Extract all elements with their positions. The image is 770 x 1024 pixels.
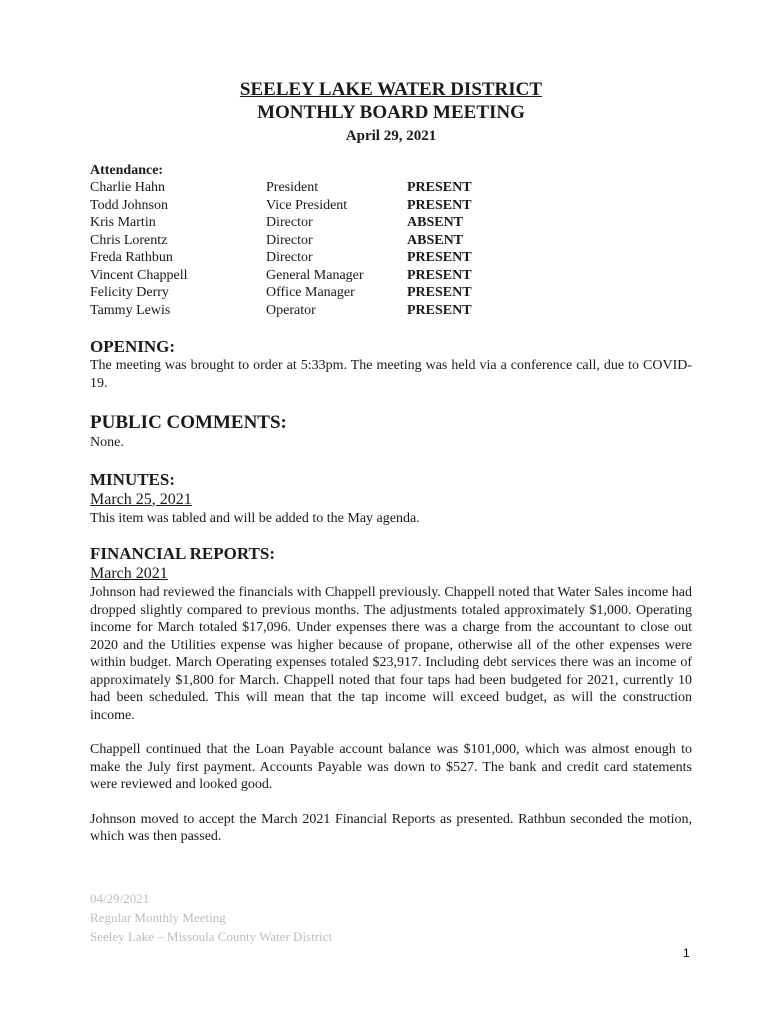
attendance-row (90, 302, 692, 320)
financial-paragraph-1: Johnson had reviewed the financials with Chappell previously. Chappell noted that Water Sales income had dropped slightly compared to previous months. The adjustments totaled approximately $1,000. Operating income for March totaled $17,096. Under expenses there was a charge from the accountant to close out 2020 and the Utilities expense was higher because of propane, otherwise all of the other expenses were within budget. March Operating expenses totaled $23,917. Including debt services there was an income of approximately $1,800 for March. Chappell noted that four taps had been budgeted for 2021, currently 10 had been scheduled. This will mean that the tap income will exceed budget, as will the construction income. (90, 585, 692, 723)
attendee-status: PRESENT (407, 250, 472, 265)
attendance-row (90, 197, 692, 215)
attendee-role: President (266, 180, 319, 195)
attendee-role: Director (266, 250, 313, 265)
attendee-name: Chris Lorentz (90, 232, 168, 248)
attendance-row (90, 267, 692, 285)
opening-heading: OPENING: (90, 337, 175, 356)
attendee-name: Felicity Derry (90, 285, 169, 300)
document-page (90, 78, 692, 846)
attendee-status: ABSENT (407, 232, 464, 248)
attendance-row (90, 214, 692, 232)
footer-meeting-type: Regular Monthly Meeting (90, 910, 226, 925)
meeting-title: MONTHLY BOARD MEETING (257, 102, 525, 123)
attendance-list (90, 179, 692, 319)
page-number: 1 (683, 946, 690, 960)
attendee-role: Office Manager (266, 285, 355, 300)
financial-subheading: March 2021 (90, 565, 168, 582)
footer-organization: Seeley Lake – Missoula County Water District (90, 929, 333, 944)
attendee-name: Todd Johnson (90, 197, 168, 213)
attendance-row (90, 249, 692, 267)
attendee-status: PRESENT (407, 285, 472, 300)
financial-paragraph-3: Johnson moved to accept the March 2021 Financial Reports as presented. Rathbun seconded the motion, which was then passed. (90, 811, 692, 844)
public-comments-text: None. (90, 435, 124, 450)
attendee-status: PRESENT (407, 267, 472, 283)
attendee-name: Kris Martin (90, 215, 156, 230)
opening-text: The meeting was brought to order at 5:33pm. The meeting was held via a conference call, due to COVID-19. (90, 358, 692, 391)
minutes-heading: MINUTES: (90, 469, 176, 489)
minutes-text: This item was tabled and will be added to the May agenda. (90, 510, 420, 526)
public-comments-heading: PUBLIC COMMENTS: (90, 412, 287, 433)
attendee-role: Operator (266, 302, 316, 318)
attendee-status: PRESENT (407, 180, 472, 195)
attendee-name: Charlie Hahn (90, 180, 166, 195)
attendee-name: Freda Rathbun (90, 250, 173, 265)
financial-paragraph-2: Chappell continued that the Loan Payable account balance was $101,000, which was almost enough to make the July first payment. Accounts Payable was down to $527. The bank and credit card statements were reviewed and looked good. (90, 742, 692, 792)
attendee-role: General Manager (266, 267, 364, 283)
attendee-name: Tammy Lewis (90, 302, 171, 318)
footer-date: 04/29/2021 (90, 891, 150, 906)
financial-heading: FINANCIAL REPORTS: (90, 544, 276, 563)
attendee-role: Vice President (266, 197, 348, 213)
meeting-date: April 29, 2021 (345, 128, 437, 144)
attendance-row (90, 284, 692, 302)
attendee-role: Director (266, 232, 313, 248)
attendee-status: PRESENT (407, 197, 472, 213)
attendance-label: Attendance: (90, 163, 164, 178)
attendee-name: Vincent Chappell (90, 267, 188, 283)
district-title: SEELEY LAKE WATER DISTRICT (239, 79, 543, 100)
page-footer (90, 889, 332, 946)
attendee-role: Director (266, 215, 313, 230)
attendee-status: ABSENT (407, 215, 464, 230)
attendance-row (90, 232, 692, 250)
attendance-row (90, 179, 692, 197)
minutes-subheading: March 25, 2021 (90, 490, 192, 508)
attendee-status: PRESENT (407, 302, 472, 318)
